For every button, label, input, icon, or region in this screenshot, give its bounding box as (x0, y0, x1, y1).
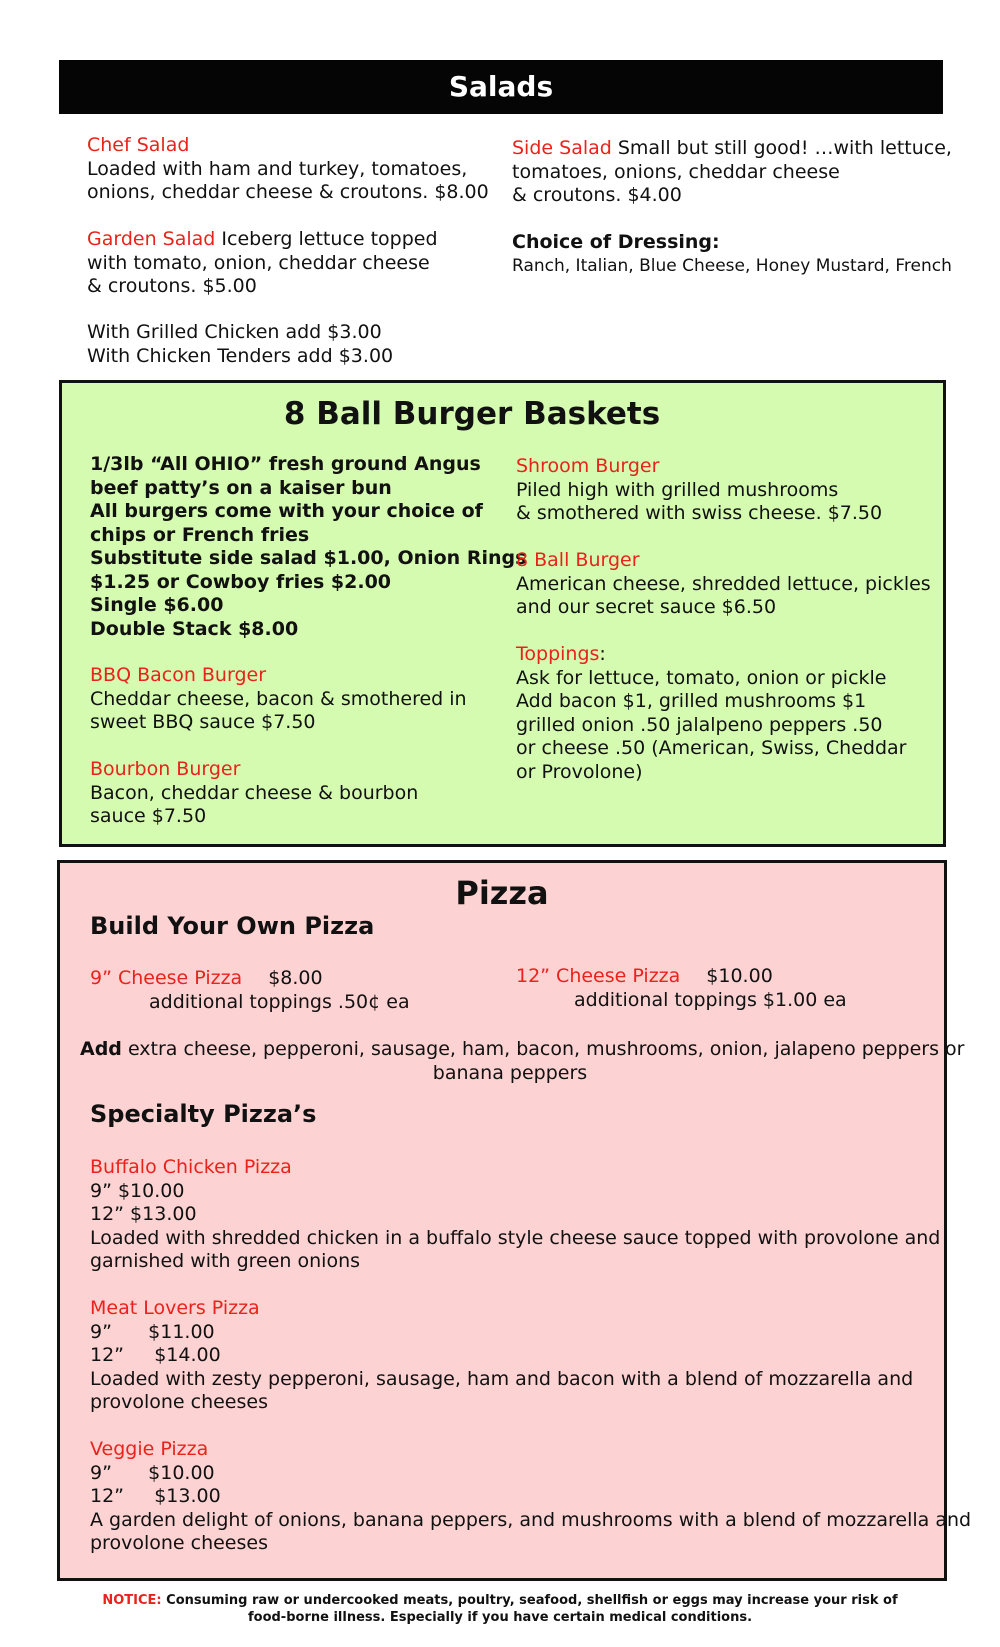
burger-intro-line: beef patty’s on a kaiser bun (90, 476, 392, 499)
burger-intro-line: 1/3lb “All OHIO” fresh ground Angus (90, 453, 481, 475)
toppings (516, 643, 906, 784)
salads-header: Salads (59, 60, 943, 114)
burger-intro-line: All burgers come with your choice of (90, 500, 483, 522)
eight-ball-burger-name: 8 Ball Burger (516, 549, 640, 571)
chef-salad-name: Chef Salad (87, 134, 190, 156)
bbq-burger-name: BBQ Bacon Burger (90, 664, 267, 686)
meat-pizza-price-9: 9” $11.00 (90, 1320, 215, 1343)
bourbon-burger-desc: Bacon, cheddar cheese & bourbon (90, 781, 419, 804)
dressing-label: Choice of Dressing: (512, 231, 720, 253)
bbq-burger-desc: sweet BBQ sauce $7.50 (90, 711, 316, 733)
salad-addons (87, 321, 393, 368)
dressing (512, 231, 952, 278)
burger-section (59, 380, 946, 847)
nine-inch-pizza-name: 9” Cheese Pizza (90, 967, 243, 989)
side-salad-desc-1: tomatoes, onions, cheddar cheese (512, 160, 840, 183)
shroom-burger-name: Shroom Burger (516, 455, 660, 477)
addon-chicken-tenders: With Chicken Tenders add $3.00 (87, 344, 394, 367)
nine-inch-toppings: additional toppings .50¢ ea (149, 990, 410, 1013)
buffalo-pizza-desc: garnished with green onions (90, 1250, 361, 1272)
notice-line2: food-borne illness. Especially if you have certain medical conditions. (247, 1610, 753, 1625)
veggie-pizza-price-12: 12” $13.00 (90, 1485, 221, 1507)
toppings-label: Toppings (516, 643, 600, 665)
bbq-bacon-burger (90, 664, 467, 735)
buffalo-pizza-name: Buffalo Chicken Pizza (90, 1156, 292, 1178)
burger-price-single: Single $6.00 (90, 594, 224, 616)
eight-ball-burger (516, 549, 931, 620)
burger-intro-line: Substitute side salad $1.00, Onion Rings (90, 547, 527, 569)
veggie-pizza-name: Veggie Pizza (90, 1438, 209, 1460)
buffalo-chicken-pizza (90, 1156, 940, 1274)
twelve-inch-cheese-pizza (516, 965, 936, 1012)
meat-lovers-pizza (90, 1297, 913, 1415)
twelve-inch-toppings: additional toppings $1.00 ea (574, 988, 847, 1011)
dressing-options: Ranch, Italian, Blue Cheese, Honey Mustard, French (512, 255, 952, 276)
shroom-burger-desc: Piled high with grilled mushrooms (516, 478, 839, 501)
notice-label: NOTICE: (102, 1593, 162, 1608)
bourbon-burger (90, 758, 418, 829)
chef-salad-desc-1: Loaded with ham and turkey, tomatoes, (87, 157, 468, 180)
twelve-inch-pizza-name: 12” Cheese Pizza (516, 965, 681, 987)
burger-intro (90, 453, 526, 641)
buffalo-pizza-price-9: 9” $10.00 (90, 1179, 185, 1202)
addon-grilled-chicken: With Grilled Chicken add $3.00 (87, 321, 382, 343)
pizza-title: Pizza (455, 874, 549, 912)
burger-price-double: Double Stack $8.00 (90, 617, 299, 640)
eight-ball-burger-desc: American cheese, shredded lettuce, pickles (516, 572, 931, 595)
bourbon-burger-desc: sauce $7.50 (90, 805, 207, 827)
meat-pizza-price-12: 12” $14.00 (90, 1344, 221, 1366)
bourbon-burger-name: Bourbon Burger (90, 758, 241, 780)
garden-salad-desc-0: Iceberg lettuce topped (215, 228, 438, 250)
chef-salad (87, 134, 489, 205)
buffalo-pizza-desc: Loaded with shredded chicken in a buffalo style cheese sauce topped with provolone and (90, 1226, 941, 1249)
specialty-heading: Specialty Pizza’s (90, 1100, 317, 1128)
toppings-line: or cheese .50 (American, Swiss, Cheddar (516, 737, 907, 759)
nine-inch-cheese-pizza (90, 967, 510, 1014)
veggie-pizza-desc: A garden delight of onions, banana peppers, and mushrooms with a blend of mozzarella and (90, 1508, 972, 1531)
side-salad-desc-2: & croutons. $4.00 (512, 184, 682, 206)
eight-ball-burger-desc: and our secret sauce $6.50 (516, 596, 777, 618)
burger-intro-line: $1.25 or Cowboy fries $2.00 (90, 570, 392, 593)
add-label: Add (80, 1038, 122, 1060)
meat-pizza-desc: provolone cheeses (90, 1391, 268, 1413)
toppings-line: or Provolone) (516, 760, 643, 783)
burger-intro-line: chips or French fries (90, 523, 310, 546)
side-salad-name: Side Salad (512, 137, 612, 159)
garden-salad-name: Garden Salad (87, 228, 216, 250)
meat-pizza-name: Meat Lovers Pizza (90, 1297, 260, 1319)
side-salad-desc-0: Small but still good! …with lettuce, (611, 137, 952, 159)
garden-salad-desc-1: with tomato, onion, cheddar cheese (87, 251, 430, 274)
garden-salad-desc-2: & croutons. $5.00 (87, 275, 257, 297)
veggie-pizza-price-9: 9” $10.00 (90, 1461, 215, 1484)
buffalo-pizza-price-12: 12” $13.00 (90, 1203, 197, 1225)
add-toppings-line1: extra cheese, pepperoni, sausage, ham, bacon, mushrooms, onion, jalapeno peppers or (121, 1038, 965, 1060)
shroom-burger (516, 455, 882, 526)
toppings-line: Add bacon $1, grilled mushrooms $1 (516, 690, 867, 712)
side-salad (512, 137, 952, 208)
nine-inch-pizza-price: $8.00 (268, 967, 323, 989)
shroom-burger-desc: & smothered with swiss cheese. $7.50 (516, 502, 883, 524)
add-toppings-line2: banana peppers (432, 1061, 588, 1084)
veggie-pizza-desc: provolone cheeses (90, 1532, 268, 1554)
chef-salad-desc-2: onions, cheddar cheese & croutons. $8.00 (87, 181, 489, 203)
toppings-colon: : (599, 643, 606, 665)
add-toppings (80, 1038, 965, 1085)
veggie-pizza (90, 1438, 971, 1556)
toppings-line: grilled onion .50 jalalpeno peppers .50 (516, 713, 883, 736)
toppings-line: Ask for lettuce, tomato, onion or pickle (516, 666, 887, 689)
pizza-section (57, 860, 972, 1581)
notice-line1: Consuming raw or undercooked meats, poultry, seafood, shellfish or eggs may increase your risk of (161, 1593, 898, 1608)
bbq-burger-desc: Cheddar cheese, bacon & smothered in (90, 687, 467, 710)
build-your-own-heading: Build Your Own Pizza (90, 912, 375, 940)
garden-salad (87, 228, 438, 299)
notice (60, 1592, 940, 1626)
burger-title: 8 Ball Burger Baskets (283, 396, 661, 432)
meat-pizza-desc: Loaded with zesty pepperoni, sausage, ham and bacon with a blend of mozzarella and (90, 1367, 914, 1390)
twelve-inch-pizza-price: $10.00 (706, 965, 773, 987)
